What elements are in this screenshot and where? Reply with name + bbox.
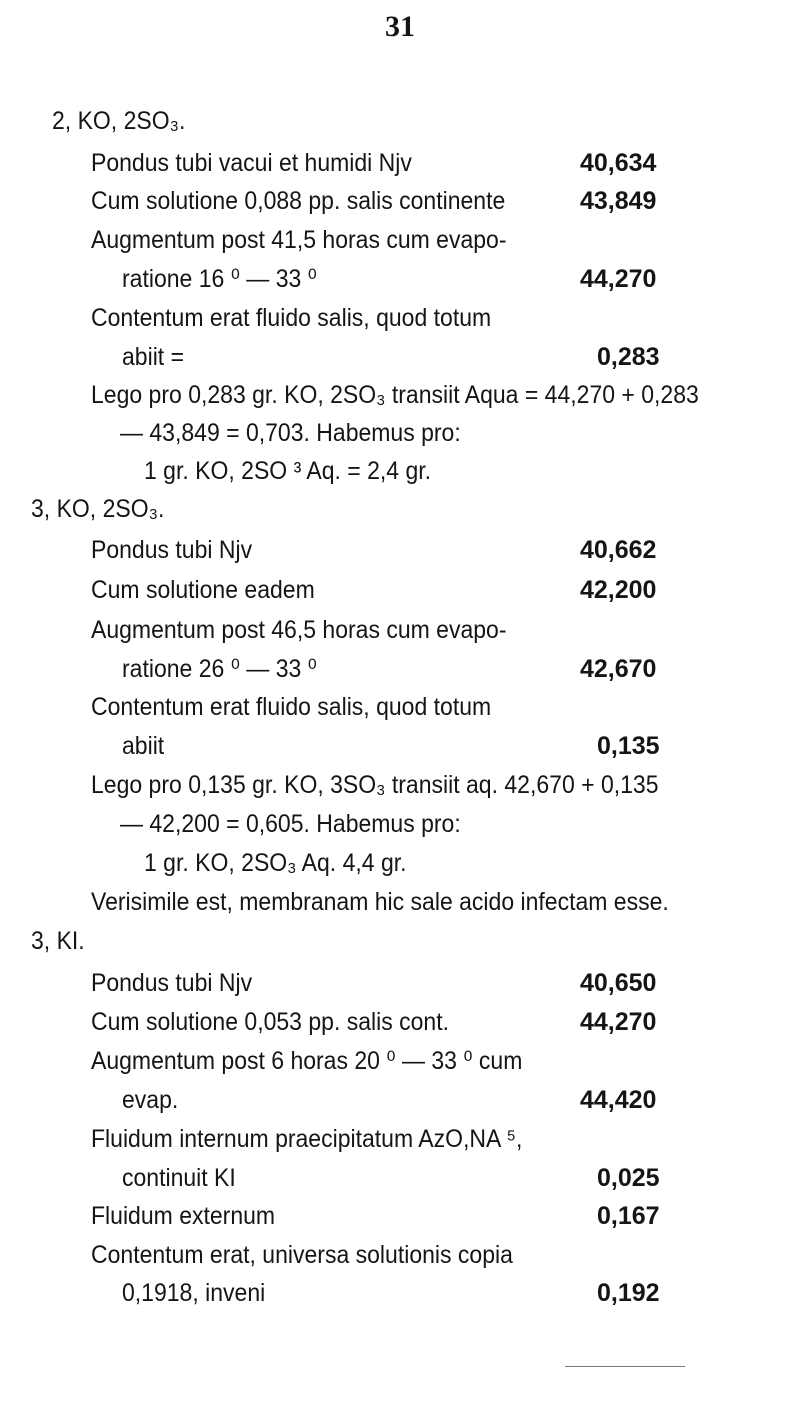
row-value: 44,420 — [580, 1086, 657, 1114]
section-heading: 3, KO, 2SO₃. — [31, 495, 165, 523]
text-line: — 43,849 = 0,703. Habemus pro: — [120, 419, 461, 447]
sum-rule — [565, 1366, 685, 1367]
row-value: 0,283 — [597, 343, 660, 371]
row-label: Cum solutione 0,053 pp. salis cont. — [91, 1008, 449, 1036]
row-label: Augmentum post 46,5 horas cum evapo- — [91, 616, 507, 644]
row-value: 44,270 — [580, 1008, 657, 1036]
row-label: Fluidum internum praecipitatum AzO,NA ⁵, — [91, 1125, 523, 1153]
row-label: Contentum erat fluido salis, quod totum — [91, 693, 492, 721]
row-label: Contentum erat fluido salis, quod totum — [91, 304, 492, 332]
row-value: 40,634 — [580, 149, 657, 177]
row-label: Cum solutione 0,088 pp. salis continente — [91, 187, 506, 215]
row-label: Cum solutione eadem — [91, 576, 315, 604]
row-label: Pondus tubi Njv — [91, 536, 253, 564]
row-label: Pondus tubi Njv — [91, 969, 253, 997]
row-value: 0,135 — [597, 732, 660, 760]
text-line: Lego pro 0,135 gr. KO, 3SO₃ transiit aq. 42,670 + 0,135 — [91, 771, 659, 799]
row-label: Augmentum post 41,5 horas cum evapo- — [91, 226, 507, 254]
row-value: 42,200 — [580, 576, 657, 604]
row-label: Contentum erat, universa solutionis copia — [91, 1241, 513, 1269]
text-line: 1 gr. KO, 2SO ³ Aq. = 2,4 gr. — [144, 457, 432, 485]
row-value: 0,025 — [597, 1164, 660, 1192]
row-value: 0,167 — [597, 1202, 660, 1230]
row-label: ratione 16 ⁰ — 33 ⁰ — [122, 265, 317, 293]
text-line: Verisimile est, membranam hic sale acido infectam esse. — [91, 888, 669, 916]
row-label: ratione 26 ⁰ — 33 ⁰ — [122, 655, 317, 683]
row-value: 43,849 — [580, 187, 657, 215]
row-value: 42,670 — [580, 655, 657, 683]
row-label: Fluidum externum — [91, 1202, 276, 1230]
row-label: 0,1918, inveni — [122, 1279, 266, 1307]
text-line: — 42,200 = 0,605. Habemus pro: — [120, 810, 461, 838]
section-heading: 2, KO, 2SO₃. — [52, 107, 186, 135]
row-value: 40,650 — [580, 969, 657, 997]
text-line: Lego pro 0,283 gr. KO, 2SO₃ transiit Aqua = 44,270 + 0,283 — [91, 381, 699, 409]
row-label: Augmentum post 6 horas 20 ⁰ — 33 ⁰ cum — [91, 1047, 523, 1075]
row-value: 40,662 — [580, 536, 657, 564]
row-value: 44,270 — [580, 265, 657, 293]
page-number: 31 — [385, 10, 415, 43]
row-label: abiit — [122, 732, 165, 760]
row-label: abiit = — [122, 343, 185, 371]
row-label: continuit KI — [122, 1164, 236, 1192]
section-heading: 3, KI. — [31, 927, 85, 955]
text-line: 1 gr. KO, 2SO₃ Aq. 4,4 gr. — [144, 849, 407, 877]
row-label: evap. — [122, 1086, 179, 1114]
row-label: Pondus tubi vacui et humidi Njv — [91, 149, 412, 177]
row-value: 0,192 — [597, 1279, 660, 1307]
